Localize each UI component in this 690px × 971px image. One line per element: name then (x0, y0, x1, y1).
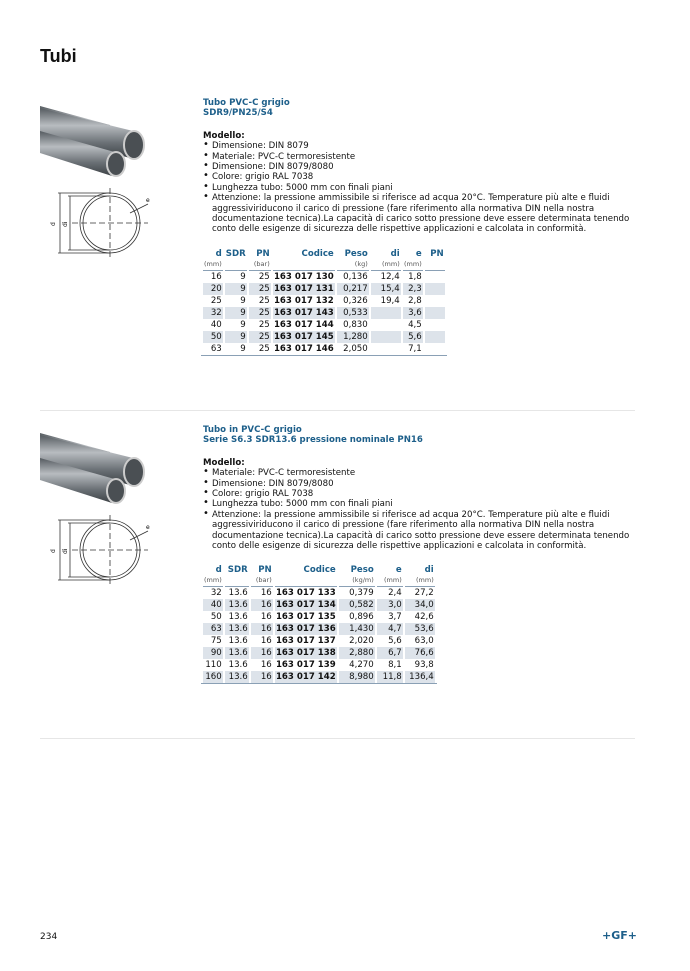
table-cell: 163 017 131 (273, 283, 334, 294)
pipe-cross-section-diagram (58, 188, 148, 258)
table-cell: 9 (240, 295, 246, 306)
table-cell: 9 (225, 307, 247, 319)
table-row (203, 599, 435, 611)
column-header: Peso (350, 565, 374, 576)
table-cell: 163 017 144 (273, 319, 334, 330)
table-cell: 16 (251, 623, 273, 635)
table-cell: 13.6 (225, 623, 249, 635)
divider (40, 738, 635, 739)
table-cell: 0,217 (337, 283, 369, 295)
column-header: Codice (301, 248, 334, 259)
table-row (203, 307, 445, 319)
spec-list (203, 141, 643, 235)
table-row (203, 283, 445, 295)
table-cell: 1,8 (408, 271, 422, 282)
pipe-illustration-1 (40, 98, 190, 262)
table-cell (425, 271, 445, 283)
table-cell: 75 (210, 636, 222, 647)
column-unit: (bar) (251, 576, 273, 587)
product-subtitle: SDR9/PN25/S4 (203, 108, 273, 119)
table-cell: 1,280 (337, 331, 369, 343)
table-cell: 0,582 (339, 599, 375, 611)
column-unit: (kg/m) (339, 576, 375, 587)
table-cell: 16 (260, 636, 272, 647)
table-cell: 1,430 (339, 623, 375, 635)
table-cell: 9 (225, 283, 247, 295)
table-cell: 8,980 (339, 671, 375, 683)
column-unit: (mm) (371, 260, 401, 271)
model-label: Modello: (203, 130, 245, 141)
table-cell: 6,7 (377, 647, 403, 659)
svg-text:e: e (146, 524, 150, 531)
pipe-photo (40, 433, 144, 503)
table-cell (425, 307, 445, 319)
table-cell: 16 (251, 647, 273, 659)
table-cell: 163 017 146 (273, 343, 334, 354)
column-unit (225, 576, 249, 587)
column-header: SDR (227, 565, 248, 576)
table-cell: 40 (210, 319, 222, 330)
table-cell: 163 017 145 (273, 331, 334, 342)
table-cell: 50 (210, 612, 222, 623)
column-header: d (215, 248, 222, 259)
table-cell: 4,7 (377, 623, 403, 635)
product-section-1 (203, 98, 643, 356)
table-cell: 12,4 (380, 271, 400, 282)
spec-item: • Materiale: PVC-C termoresistente (203, 152, 643, 162)
table-cell: 25 (258, 271, 270, 282)
product-subtitle: Serie S6.3 SDR13.6 pressione nominale PN16 (203, 435, 423, 446)
table-cell: 3,6 (403, 307, 423, 319)
spec-list (203, 468, 643, 551)
svg-text:di: di (62, 548, 69, 554)
spec-item: • Attenzione: la pressione ammissibile si riferisce ad acqua 20°C. Temperature più alte e fluidi aggressiviriducono il carico di pressione (fare riferimento alla normativa DIN nella nostra documentazione tecnica).La capacità di carico sotto pressione deve essere determinata tenendo conto delle esigenze di sicurezza delle rispettive applicazioni e calcolata in conformità. (203, 510, 643, 552)
table-cell: 25 (249, 307, 271, 319)
table-cell: 136,4 (405, 671, 435, 683)
table-cell: 0,533 (337, 307, 369, 319)
table-row (203, 331, 445, 343)
table-cell: 0,326 (343, 295, 368, 306)
table-cell: 19,4 (380, 295, 400, 306)
table-cell: 63 (203, 623, 223, 635)
table-cell (425, 295, 445, 307)
page-title: Tubi (40, 46, 77, 66)
table-cell: 13.6 (228, 612, 248, 623)
column-header: d (215, 565, 222, 576)
table-cell: 0,379 (349, 588, 374, 599)
divider (40, 410, 635, 411)
product-section-2 (203, 425, 643, 684)
table-cell: 16 (251, 599, 273, 611)
column-unit: (mm) (405, 576, 435, 587)
table-cell: 0,896 (349, 612, 374, 623)
table-cell: 16 (260, 660, 272, 671)
table-cell: 25 (249, 283, 271, 295)
table-cell: 16 (210, 271, 222, 282)
table-cell: 16 (260, 588, 272, 599)
spec-item: • Dimensione: DIN 8079 (203, 141, 643, 151)
column-unit (225, 260, 247, 271)
table-cell (371, 319, 401, 331)
model-label: Modello: (203, 457, 245, 468)
table-cell: 3,0 (377, 599, 403, 611)
column-unit: (mm) (203, 576, 223, 587)
table-row (203, 271, 445, 283)
table-cell (425, 331, 445, 343)
table-cell: 13.6 (225, 671, 249, 683)
table-cell: 15,4 (371, 283, 401, 295)
table-cell: 163 017 137 (275, 636, 336, 647)
spec-item: • Colore: grigio RAL 7038 (203, 489, 643, 499)
table-cell: 13.6 (228, 588, 248, 599)
column-header: e (395, 565, 402, 576)
product-table (201, 249, 447, 356)
table-cell: 13.6 (228, 660, 248, 671)
table-cell: 163 017 143 (273, 307, 334, 318)
page-number: 234 (40, 932, 58, 942)
table-cell: 7,1 (408, 343, 422, 354)
pipe-cross-section-diagram (58, 515, 148, 585)
table-cell (425, 283, 445, 295)
table-cell: 163 017 138 (275, 648, 336, 659)
table-cell: 163 017 139 (275, 660, 336, 671)
table-cell: 42,6 (414, 612, 434, 623)
table-cell: 163 017 135 (275, 612, 336, 623)
table-cell: 163 017 136 (275, 624, 336, 635)
product-title: Tubo PVC-C grigio (203, 98, 290, 108)
table-cell: 8,1 (388, 660, 402, 671)
table-cell: 4,270 (349, 660, 374, 671)
pipe-illustration-2 (40, 425, 190, 589)
table-cell: 160 (203, 671, 223, 683)
column-unit: (kg) (337, 260, 369, 271)
table-cell: 3,7 (388, 612, 402, 623)
product-title: Tubo in PVC-C grigio (203, 425, 302, 435)
column-unit: (mm) (377, 576, 403, 587)
table-cell: 25 (258, 295, 270, 306)
table-cell: 32 (210, 588, 222, 599)
table-cell: 110 (205, 660, 222, 671)
table-cell: 32 (203, 307, 223, 319)
table-cell: 2,3 (403, 283, 423, 295)
table-cell (371, 343, 401, 355)
table-cell: 27,2 (414, 588, 434, 599)
table-cell: 16 (251, 671, 273, 683)
table-row (203, 343, 445, 355)
table-cell: 9 (240, 319, 246, 330)
spec-item: • Dimensione: DIN 8079/8080 (203, 479, 643, 489)
spec-item: • Lunghezza tubo: 5000 mm con finali piani (203, 499, 643, 509)
table-cell: 13.6 (225, 647, 249, 659)
column-header: SDR (225, 248, 246, 259)
table-row (203, 659, 435, 671)
table-cell: 2,4 (388, 588, 402, 599)
table-cell: 2,020 (349, 636, 374, 647)
table-cell: 2,050 (343, 343, 368, 354)
svg-text:d: d (50, 222, 57, 226)
column-header: di (390, 248, 400, 259)
table-cell: 63,0 (414, 636, 434, 647)
table-row (203, 295, 445, 307)
table-cell (425, 319, 445, 331)
table-cell: 25 (210, 295, 222, 306)
table-row (203, 319, 445, 331)
table-cell: 25 (249, 331, 271, 343)
table-cell: 20 (203, 283, 223, 295)
product-table (201, 565, 437, 684)
table-row (203, 587, 435, 599)
table-cell: 9 (240, 343, 246, 354)
table-cell: 0,136 (343, 271, 368, 282)
pipe-photo (40, 106, 144, 176)
column-header: PN (258, 565, 272, 576)
spec-item: • Lunghezza tubo: 5000 mm con finali piani (203, 183, 643, 193)
table-cell: 2,880 (339, 647, 375, 659)
table-cell: 4,5 (408, 319, 422, 330)
column-unit (275, 576, 337, 587)
column-header: e (415, 248, 422, 259)
table-cell: 13.6 (225, 599, 249, 611)
table-cell (371, 307, 401, 319)
table-cell (371, 331, 401, 343)
table-cell: 0,830 (343, 319, 368, 330)
table-cell: 5,6 (403, 331, 423, 343)
column-header: PN (430, 248, 444, 259)
table-cell: 2,8 (408, 295, 422, 306)
column-header: Peso (344, 248, 368, 259)
table-cell: 16 (260, 612, 272, 623)
table-cell: 163 017 142 (275, 672, 336, 683)
spec-item: • Attenzione: la pressione ammissibile si riferisce ad acqua 20°C. Temperature più alte e fluidi aggressiviriducono il carico di pressione (fare riferimento alla normativa DIN nella nostra documentazione tecnica).La capacità di carico sotto pressione deve essere determinata tenendo conto delle esigenze di sicurezza delle rispettive applicazioni e calcolata in conformità. (203, 193, 643, 235)
table-cell: 25 (258, 343, 270, 354)
table-cell: 5,6 (388, 636, 402, 647)
table-cell: 13.6 (228, 636, 248, 647)
table-cell: 40 (203, 599, 223, 611)
table-cell: 25 (258, 319, 270, 330)
table-row (203, 647, 435, 659)
table-cell: 76,6 (405, 647, 435, 659)
table-cell: 50 (203, 331, 223, 343)
svg-text:e: e (146, 197, 150, 204)
column-header: PN (256, 248, 270, 259)
svg-text:di: di (62, 221, 69, 227)
column-header: di (424, 565, 434, 576)
column-header: Codice (303, 565, 336, 576)
svg-text:d: d (50, 549, 57, 553)
table-cell: 93,8 (414, 660, 434, 671)
table-cell: 63 (210, 343, 222, 354)
gf-logo: +GF+ (602, 929, 637, 942)
column-unit: (mm) (403, 260, 423, 271)
table-cell: 34,0 (405, 599, 435, 611)
table-cell: 11,8 (377, 671, 403, 683)
table-row (203, 611, 435, 623)
spec-item: • Dimensione: DIN 8079/8080 (203, 162, 643, 172)
table-row (203, 623, 435, 635)
table-cell: 53,6 (405, 623, 435, 635)
column-unit: (bar) (249, 260, 271, 271)
table-cell: 163 017 130 (273, 271, 334, 282)
table-row (203, 635, 435, 647)
spec-item: • Materiale: PVC-C termoresistente (203, 468, 643, 478)
table-cell: 9 (240, 271, 246, 282)
table-cell: 90 (203, 647, 223, 659)
table-row (203, 671, 435, 683)
column-unit (273, 260, 335, 271)
table-cell: 163 017 132 (273, 295, 334, 306)
table-cell: 163 017 133 (275, 588, 336, 599)
spec-item: • Colore: grigio RAL 7038 (203, 172, 643, 182)
table-cell: 9 (225, 331, 247, 343)
column-unit: (mm) (203, 260, 223, 271)
column-unit (425, 260, 445, 271)
table-cell: 163 017 134 (275, 600, 336, 611)
table-cell (425, 343, 445, 355)
